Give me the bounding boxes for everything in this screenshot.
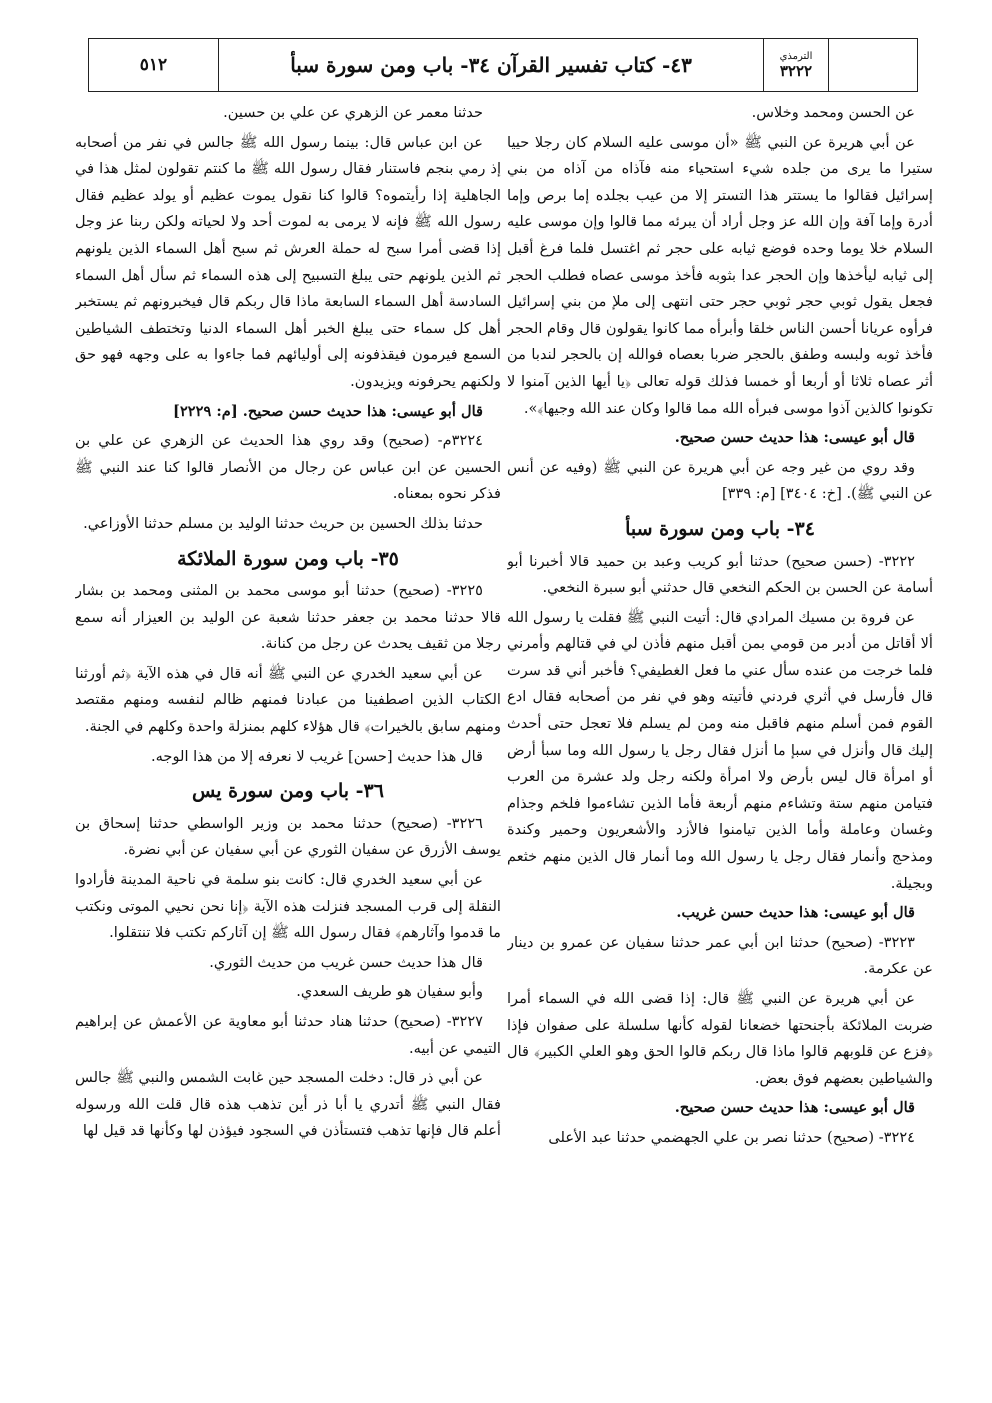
left-text-column [75, 100, 501, 1375]
hadith-index-box [764, 39, 829, 91]
text-paragraph: ٣٢٢٧- (صحيح) حدثنا هناد حدثنا أبو معاوية عن الأعمش عن إبراهيم التيمي عن أبيه. [75, 1013, 501, 1057]
chapter-heading: ٣٦- باب ومن سورة يس [192, 780, 384, 803]
page-header [88, 38, 918, 92]
chapter-heading: ٣٥- باب ومن سورة الملائكة [177, 547, 399, 570]
chapter-heading: ٣٤- باب ومن سورة سبأ [625, 517, 815, 540]
right-text-column [507, 100, 933, 1375]
text-paragraph: حدثنا بذلك الحسين بن حريث حدثنا الوليد بن مسلم حدثنا الأوزاعي. [83, 514, 483, 532]
text-paragraph: عن أبي هريرة عن النبي ﷺ قال: إذا قضى الله في السماء أمرا ضربت الملائكة بأجنحتها خضعانا لقوله كأنها سلسلة على صفوان فإذا ﴿فزع عن قلوبهم قالوا ماذا قال ربكم قالوا الحق وهو العلي الكبير﴾ قال والشياطين بعضهم فوق بعض. [507, 990, 933, 1087]
grading-note: قال أبو عيسى: هذا حديث حسن صحيح. [674, 429, 915, 447]
text-paragraph: ٣٢٢٦- (صحيح) حدثنا محمد بن وزير الواسطي حدثنا إسحاق بن يوسف الأزرق عن سفيان الثوري عن أبي سفيان عن أبي نضرة. [75, 814, 501, 859]
text-paragraph: حدثنا معمر عن الزهري عن علي بن حسين. [223, 104, 483, 121]
text-paragraph: عن فروة بن مسيك المرادي قال: أتيت النبي ﷺ فقلت يا رسول الله ألا أقاتل من أدبر من قومي بمن أقبل منهم فأذن لي في قتالهم وأمرني فلما خرجت من عنده سأل عني ما فعل الغطيفي؟ فأخبر أني قد سرت قال فأرسل في أثري فردني فأتيته وهو في نفر من أصحابه فقال ادع القوم فمن أسلم منهم فاقبل منه ومن لم يسلم فلا تعجل حتى أحدث إليك قال وأنزل في سبإ ما أنزل فقال رجل يا رسول الله وما سبأ أرض أو امرأة قال ليس بأرض ولا امرأة ولكنه رجل ولد عشرة من العرب فتيامن منهم ستة وتشاءم منهم أربعة فأما الذين تشاءموا فلخم وجذام وغسان وعاملة وأما الذين تيامنوا فالأزد والأشعريون وحمير وكندة ومذحج وأنمار فقال رجل يا رسول الله وما أنمار قال الذين منهم خثعم وبجيلة. [507, 608, 933, 892]
header-edge-cell [829, 39, 917, 91]
page-number: ٥١٢ [89, 39, 219, 91]
text-paragraph: ٣٢٢٢- (حسن صحيح) حدثنا أبو كريب وعبد بن حميد قالا أخبرنا أبو أسامة عن الحسن بن الحكم النخعي قال حدثني أبو سبرة النخعي. [507, 552, 933, 597]
book-label: الترمذي [779, 50, 813, 62]
grading-note: قال أبو عيسى: هذا حديث حسن صحيح. [674, 1099, 915, 1117]
text-paragraph: قال هذا حديث حسن غريب من حديث الثوري. [209, 953, 483, 971]
running-title: ٤٣- كتاب تفسير القرآن ٣٤- باب ومن سورة سبأ [219, 39, 764, 91]
text-paragraph: عن أبي سعيد الخدري عن النبي ﷺ أنه قال في هذه الآية ﴿ثم أورثنا الكتاب الذين اصطفينا من عبادنا فمنهم ظالم لنفسه ومنهم مقتصد ومنهم سابق بالخيرات﴾ قال هؤلاء كلهم بمنزلة واحدة وكلهم في الجنة. [75, 664, 501, 736]
text-paragraph: عن أبي ذر قال: دخلت المسجد حين غابت الشمس والنبي ﷺ جالس فقال النبي ﷺ أتدري يا أبا ذر أين تذهب هذه قال قلت الله ورسوله أعلم قال فإنها تذهب فتستأذن في السجود فيؤذن لها وكأنها قد قيل لها [75, 1069, 501, 1140]
text-paragraph: ٣٢٢٤م- (صحيح) وقد روي هذا الحديث عن الزهري عن علي بن الحسين عن ابن عباس عن رجال من الأنصار قالوا كنا عند النبي ﷺ فذكر نحوه بمعناه. [75, 432, 501, 503]
text-paragraph: عن الحسن ومحمد وخلاس. [751, 104, 915, 121]
grading-note: قال أبو عيسى: هذا حديث حسن غريب. [676, 904, 915, 922]
text-paragraph: وقد روي من غير وجه عن أبي هريرة عن النبي ﷺ (وفيه عن أنس عن النبي ﷺ). [خ: ٣٤٠٤] [م: ٣٣٩] [507, 458, 933, 503]
text-paragraph: عن أبي سعيد الخدري قال: كانت بنو سلمة في ناحية المدينة فأرادوا النقلة إلى قرب المسجد فنزلت هذه الآية ﴿إنا نحن نحيي الموتى ونكتب ما قدموا وآثارهم﴾ فقال رسول الله ﷺ إن آثاركم تكتب فلا تنتقلوا. [75, 871, 501, 942]
grading-note: قال أبو عيسى: هذا حديث حسن صحيح. [م: ٢٢٢٩] [173, 402, 483, 420]
text-paragraph: وأبو سفيان هو طريف السعدي. [296, 983, 483, 1001]
text-paragraph: ٣٢٢٣- (صحيح) حدثنا ابن أبي عمر حدثنا سفيان عن عمرو بن دينار عن عكرمة. [507, 933, 933, 978]
text-paragraph: عن أبي هريرة عن النبي ﷺ «أن موسى عليه السلام كان رجلا حييا ستيرا ما يرى من جلده شيء استحياء منه فآذاه من آذاه من بني إسرائيل فقالوا ما يستتر هذا التستر إلا من عيب بجلده إما برص وإما أدرة وإما آفة وإن الله عز وجل أراد أن يبرئه مما قالوا وإن موسى عليه السلام خلا يوما وحده فوضع ثيابه على حجر ثم اغتسل فلما فرغ أقبل إلى ثيابه ليأخذها وإن الحجر عدا بثوبه فأخذ موسى عصاه فطلب الحجر فجعل يقول ثوبي حجر ثوبي حجر حتى انتهى إلى ملإ من بني إسرائيل فرأوه عريانا أحسن الناس خلقا وأبرأه مما كانوا يقولون قال وقام الحجر فأخذ ثوبه ولبسه وطفق بالحجر ضربا بعصاه فوالله إن بالحجر لندبا من أثر عصاه ثلاثا أو أربعا أو خمسا فذلك قوله تعالى ﴿يا أيها الذين آمنوا لا تكونوا كالذين آذوا موسى فبرأه الله مما قالوا وكان عند الله وجيها﴾». [507, 133, 933, 417]
text-paragraph: ٣٢٢٥- (صحيح) حدثنا أبو موسى محمد بن المثنى ومحمد بن بشار قالا حدثنا محمد بن جعفر حدثنا شعبة عن الوليد بن العيزار أنه سمع رجلا من ثقيف يحدث عن رجل من كنانة. [75, 582, 501, 653]
hadith-index-number: ٣٢٢٢ [779, 61, 813, 80]
text-paragraph: قال هذا حديث [حسن] غريب لا نعرفه إلا من هذا الوجه. [150, 747, 483, 765]
text-paragraph: عن ابن عباس قال: بينما رسول الله ﷺ جالس في نفر من أصحابه إذ رمي بنجم فاستنار فقال رسول الله ﷺ ما كنتم تقولون لمثل هذا في الجاهلية إذا رأيتموه؟ قالوا كنا نقول يموت عظيم أو يولد عظيم فقال رسول الله ﷺ فإنه لا يرمى به لموت أحد ولا لحياته ولكن ربنا عز وجل إذا قضى أمرا سبح له حملة العرش ثم سبح أهل السماء الذين يلونهم ثم الذين يلونهم حتى يبلغ التسبيح إلى هذه السماء ثم سأل أهل السماء السادسة أهل السماء السابعة ماذا قال ربكم قال فيخبرونهم ثم يستخبر أهل كل سماء حتى يبلغ الخبر أهل السماء الدنيا وتختطف الشياطين السمع فيرمون فيقذفونه إلى أوليائهم فما جاءوا به على وجهه فهو حق ولكنهم يحرفونه ويزيدون. [75, 133, 501, 390]
text-paragraph: ٣٢٢٤- (صحيح) حدثنا نصر بن علي الجهضمي حدثنا عبد الأعلى [548, 1128, 915, 1146]
